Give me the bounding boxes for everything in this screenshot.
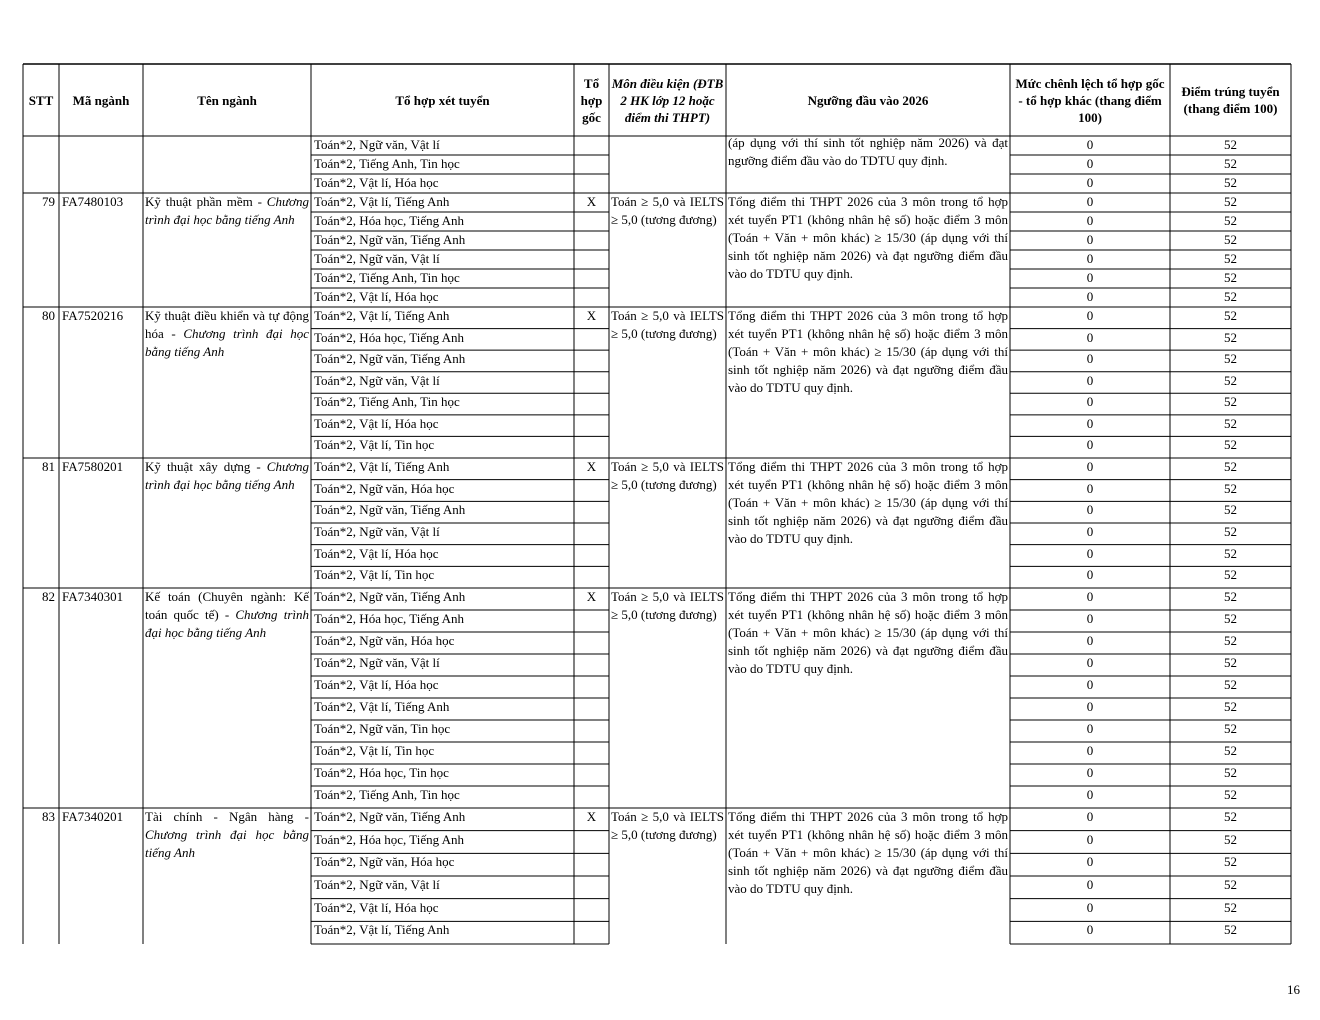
stt-cell: 80 (42, 308, 55, 323)
header-mon-dieu-kien: Môn điều kiện (ĐTB 2 HK lớp 12 hoặc điểm thi THPT) (611, 75, 724, 125)
combo-cell: Toán*2, Vật lí, Hóa học (314, 677, 439, 692)
combo-cell: Toán*2, Ngữ văn, Hóa học (314, 854, 455, 870)
score-cell: 52 (1224, 351, 1237, 367)
score-cell: 52 (1224, 213, 1237, 228)
goc-mark: X (586, 194, 597, 209)
header-stt: STT (28, 92, 54, 108)
header-nguong: Ngưỡng đầu vào 2026 (807, 92, 929, 108)
combo-cell: Toán*2, Vật lí, Tin học (314, 437, 435, 453)
score-cell: 52 (1224, 415, 1237, 431)
diff-cell: 0 (1086, 831, 1094, 847)
diff-cell: 0 (1086, 611, 1094, 626)
diff-cell: 0 (1086, 194, 1094, 209)
header-ten-nganh: Tên ngành (197, 92, 257, 108)
score-cell: 52 (1224, 480, 1237, 496)
code-cell: FA7480103 (62, 194, 124, 209)
score-cell: 52 (1224, 437, 1237, 453)
score-cell: 52 (1224, 524, 1237, 539)
score-cell: 52 (1224, 394, 1237, 410)
score-cell: 52 (1224, 502, 1237, 518)
score-cell: 52 (1224, 545, 1237, 561)
diff-cell: 0 (1086, 721, 1094, 736)
program-name-note: Chương trình đại học bằng tiếng Anh (145, 459, 309, 492)
diff-cell: 0 (1086, 156, 1094, 171)
score-cell: 52 (1224, 175, 1237, 190)
combo-cell: Toán*2, Vật lí, Hóa học (314, 175, 439, 190)
goc-mark: X (586, 459, 597, 474)
score-cell: 52 (1224, 854, 1237, 870)
score-cell: 52 (1224, 270, 1237, 285)
diff-cell: 0 (1086, 351, 1094, 367)
combo-cell: Toán*2, Vật lí, Tiếng Anh (314, 194, 450, 209)
score-cell: 52 (1224, 567, 1237, 583)
score-cell: 52 (1224, 589, 1237, 604)
diff-cell: 0 (1086, 545, 1094, 561)
diff-cell: 0 (1086, 633, 1094, 648)
combo-cell: Toán*2, Vật lí, Tiếng Anh (314, 308, 450, 323)
threshold-cell: Tổng điểm thi THPT 2026 của 3 môn trong tổ hợp xét tuyển PT1 (không nhân hệ số) hoặc điểm 3 môn (Toán + Văn + môn khác) ≥ 15/30 (áp dụng với thí sinh tốt nghiệp năm 2026) và đạt ngưỡng điểm đầu vào do TDTU quy định. (728, 589, 1008, 676)
code-cell: FA7340201 (62, 809, 124, 824)
combo-cell: Toán*2, Ngữ văn, Vật lí (314, 251, 440, 266)
combo-cell: Toán*2, Ngữ văn, Vật lí (314, 524, 440, 539)
diff-cell: 0 (1086, 480, 1094, 496)
combo-cell: Toán*2, Vật lí, Hóa học (314, 899, 439, 915)
score-cell: 52 (1224, 308, 1237, 323)
combo-cell: Toán*2, Vật lí, Hóa học (314, 545, 439, 561)
combo-cell: Toán*2, Tiếng Anh, Tin học (314, 787, 460, 802)
combo-cell: Toán*2, Ngữ văn, Tiếng Anh (314, 232, 466, 247)
stt-cell: 79 (42, 194, 55, 209)
combo-cell: Toán*2, Ngữ văn, Vật lí (314, 655, 440, 670)
diff-cell: 0 (1086, 502, 1094, 518)
threshold-cell: Tổng điểm thi THPT 2026 của 3 môn trong tổ hợp xét tuyển PT1 (không nhân hệ số) hoặc điểm 3 môn (Toán + Văn + môn khác) ≥ 15/30 (áp dụng với thí sinh tốt nghiệp năm 2026) và đạt ngưỡng điểm đầu vào do TDTU quy định. (728, 459, 1008, 546)
score-cell: 52 (1224, 194, 1237, 209)
diff-cell: 0 (1086, 394, 1094, 410)
combo-cell: Toán*2, Ngữ văn, Tiếng Anh (314, 809, 466, 824)
combo-cell: Toán*2, Tiếng Anh, Tin học (314, 156, 460, 171)
stt-cell: 81 (42, 459, 55, 474)
program-name-main: Tài chính - Ngân hàng - (145, 809, 309, 824)
diff-cell: 0 (1086, 899, 1094, 915)
diff-cell: 0 (1086, 787, 1094, 802)
diff-cell: 0 (1086, 699, 1094, 714)
score-cell: 52 (1224, 899, 1237, 915)
score-cell: 52 (1224, 743, 1237, 758)
program-name (145, 458, 309, 588)
score-cell: 52 (1224, 633, 1237, 648)
score-cell: 52 (1224, 699, 1237, 714)
diff-cell: 0 (1086, 372, 1094, 388)
score-cell: 52 (1224, 677, 1237, 692)
diff-cell: 0 (1086, 765, 1094, 780)
diff-cell: 0 (1086, 329, 1094, 345)
goc-mark: X (586, 308, 597, 323)
score-cell: 52 (1224, 787, 1237, 802)
program-name-main: Kỹ thuật phần mềm - (145, 194, 267, 209)
combo-cell: Toán*2, Vật lí, Tin học (314, 743, 435, 758)
score-cell: 52 (1224, 765, 1237, 780)
diff-cell: 0 (1086, 567, 1094, 583)
threshold-cell: Tổng điểm thi THPT 2026 của 3 môn trong tổ hợp xét tuyển PT1 (không nhân hệ số) hoặc điểm 3 môn (Toán + Văn + môn khác) ≥ 15/30 (áp dụng với thí sinh tốt nghiệp năm 2026) và đạt ngưỡng điểm đầu vào do TDTU quy định. (728, 308, 1008, 395)
diff-cell: 0 (1086, 459, 1094, 474)
header-chenh-lech: Mức chênh lệch tổ hợp gốc - tổ hợp khác (thang điểm 100) (1015, 75, 1165, 125)
condition-cell: Toán ≥ 5,0 và IELTS ≥ 5,0 (tương đương) (611, 459, 724, 492)
combo-cell: Toán*2, Vật lí, Tiếng Anh (314, 922, 450, 938)
program-name-main: Kế toán (Chuyên ngành: Kế toán quốc tế) - (145, 589, 309, 622)
score-cell: 52 (1224, 137, 1237, 152)
program-name-note: Chương trình đại học bằng tiếng Anh (145, 607, 309, 640)
diff-cell: 0 (1086, 677, 1094, 692)
diff-cell: 0 (1086, 437, 1094, 453)
combo-cell: Toán*2, Hóa học, Tiếng Anh (314, 611, 465, 626)
diff-cell: 0 (1086, 232, 1094, 247)
code-cell: FA7520216 (62, 308, 124, 323)
diff-cell: 0 (1086, 137, 1094, 152)
condition-cell: Toán ≥ 5,0 và IELTS ≥ 5,0 (tương đương) (611, 589, 724, 622)
combo-cell: Toán*2, Vật lí, Tiếng Anh (314, 459, 450, 474)
header-diem-trung-tuyen: Điểm trúng tuyển (thang điểm 100) (1181, 84, 1280, 116)
program-name (145, 307, 309, 458)
score-cell: 52 (1224, 372, 1237, 388)
combo-cell: Toán*2, Hóa học, Tiếng Anh (314, 213, 465, 228)
program-name-note: Chương trình đại học bằng tiếng Anh (145, 326, 309, 359)
combo-cell: Toán*2, Ngữ văn, Hóa học (314, 633, 455, 648)
threshold-cell: Tổng điểm thi THPT 2026 của 3 môn trong tổ hợp xét tuyển PT1 (không nhân hệ số) hoặc điểm 3 môn (Toán + Văn + môn khác) ≥ 15/30 (áp dụng với thí sinh tốt nghiệp năm 2026) và đạt ngưỡng điểm đầu vào do TDTU quy định. (728, 809, 1008, 896)
diff-cell: 0 (1086, 922, 1094, 938)
combo-cell: Toán*2, Ngữ văn, Tiếng Anh (314, 351, 466, 367)
score-cell: 52 (1224, 156, 1237, 171)
program-name-note: Chương trình đại học bằng tiếng Anh (145, 827, 309, 860)
combo-cell: Toán*2, Ngữ văn, Tiếng Anh (314, 502, 466, 518)
diff-cell: 0 (1086, 213, 1094, 228)
diff-cell: 0 (1086, 308, 1094, 323)
code-cell: FA7340301 (62, 589, 124, 604)
stt-cell: 83 (42, 809, 55, 824)
diff-cell: 0 (1086, 524, 1094, 539)
combo-cell: Toán*2, Vật lí, Hóa học (314, 415, 439, 431)
goc-mark: X (586, 809, 597, 824)
combo-cell: Toán*2, Ngữ văn, Tin học (314, 721, 451, 736)
condition-cell: Toán ≥ 5,0 và IELTS ≥ 5,0 (tương đương) (611, 194, 724, 227)
diff-cell: 0 (1086, 289, 1094, 304)
combo-cell: Toán*2, Hóa học, Tin học (314, 765, 449, 780)
program-name-main: Kỹ thuật điều khiển và tự động hóa - (145, 308, 309, 341)
page-number: 16 (1287, 982, 1300, 997)
diff-cell: 0 (1086, 589, 1094, 604)
program-name (145, 588, 309, 808)
diff-cell: 0 (1086, 809, 1094, 824)
condition-cell: Toán ≥ 5,0 và IELTS ≥ 5,0 (tương đương) (611, 809, 724, 842)
combo-cell: Toán*2, Ngữ văn, Hóa học (314, 480, 455, 496)
score-cell: 52 (1224, 809, 1237, 824)
code-cell: FA7580201 (62, 459, 124, 474)
combo-cell: Toán*2, Vật lí, Hóa học (314, 289, 439, 304)
combo-cell: Toán*2, Tiếng Anh, Tin học (314, 394, 460, 410)
score-cell: 52 (1224, 459, 1237, 474)
combo-cell: Toán*2, Ngữ văn, Vật lí (314, 372, 440, 388)
score-cell: 52 (1224, 922, 1237, 938)
combo-cell: Toán*2, Vật lí, Tin học (314, 567, 435, 583)
score-cell: 52 (1224, 721, 1237, 736)
combo-cell: Toán*2, Ngữ văn, Vật lí (314, 137, 440, 152)
threshold-continuation: (áp dụng với thí sinh tốt nghiệp năm 2026) và đạt ngưỡng điểm đầu vào do TDTU quy định. (728, 135, 1008, 168)
combo-cell: Toán*2, Tiếng Anh, Tin học (314, 270, 460, 285)
score-cell: 52 (1224, 232, 1237, 247)
score-cell: 52 (1224, 611, 1237, 626)
score-cell: 52 (1224, 329, 1237, 345)
score-cell: 52 (1224, 251, 1237, 266)
condition-cell: Toán ≥ 5,0 và IELTS ≥ 5,0 (tương đương) (611, 308, 724, 341)
combo-cell: Toán*2, Vật lí, Tiếng Anh (314, 699, 450, 714)
diff-cell: 0 (1086, 854, 1094, 870)
combo-cell: Toán*2, Hóa học, Tiếng Anh (314, 831, 465, 847)
goc-mark: X (586, 589, 597, 604)
header-ma-nganh: Mã ngành (72, 92, 130, 108)
score-cell: 52 (1224, 655, 1237, 670)
program-name-main: Kỹ thuật xây dựng - (145, 459, 267, 474)
program-name (145, 808, 309, 944)
program-name-note: Chương trình đại học bằng tiếng Anh (145, 194, 309, 227)
score-cell: 52 (1224, 289, 1237, 304)
combo-cell: Toán*2, Hóa học, Tiếng Anh (314, 329, 465, 345)
score-cell: 52 (1224, 877, 1237, 892)
diff-cell: 0 (1086, 877, 1094, 892)
diff-cell: 0 (1086, 175, 1094, 190)
threshold-cell: Tổng điểm thi THPT 2026 của 3 môn trong tổ hợp xét tuyển PT1 (không nhân hệ số) hoặc điểm 3 môn (Toán + Văn + môn khác) ≥ 15/30 (áp dụng với thí sinh tốt nghiệp năm 2026) và đạt ngưỡng điểm đầu vào do TDTU quy định. (728, 194, 1008, 281)
combo-cell: Toán*2, Ngữ văn, Vật lí (314, 877, 440, 892)
diff-cell: 0 (1086, 270, 1094, 285)
diff-cell: 0 (1086, 415, 1094, 431)
diff-cell: 0 (1086, 655, 1094, 670)
header-to-hop-goc: Tổ hợp gốc (580, 75, 603, 125)
program-name (145, 193, 309, 307)
combo-cell: Toán*2, Ngữ văn, Tiếng Anh (314, 589, 466, 604)
diff-cell: 0 (1086, 251, 1094, 266)
score-cell: 52 (1224, 831, 1237, 847)
header-to-hop: Tổ hợp xét tuyển (395, 92, 490, 108)
diff-cell: 0 (1086, 743, 1094, 758)
stt-cell: 82 (42, 589, 55, 604)
